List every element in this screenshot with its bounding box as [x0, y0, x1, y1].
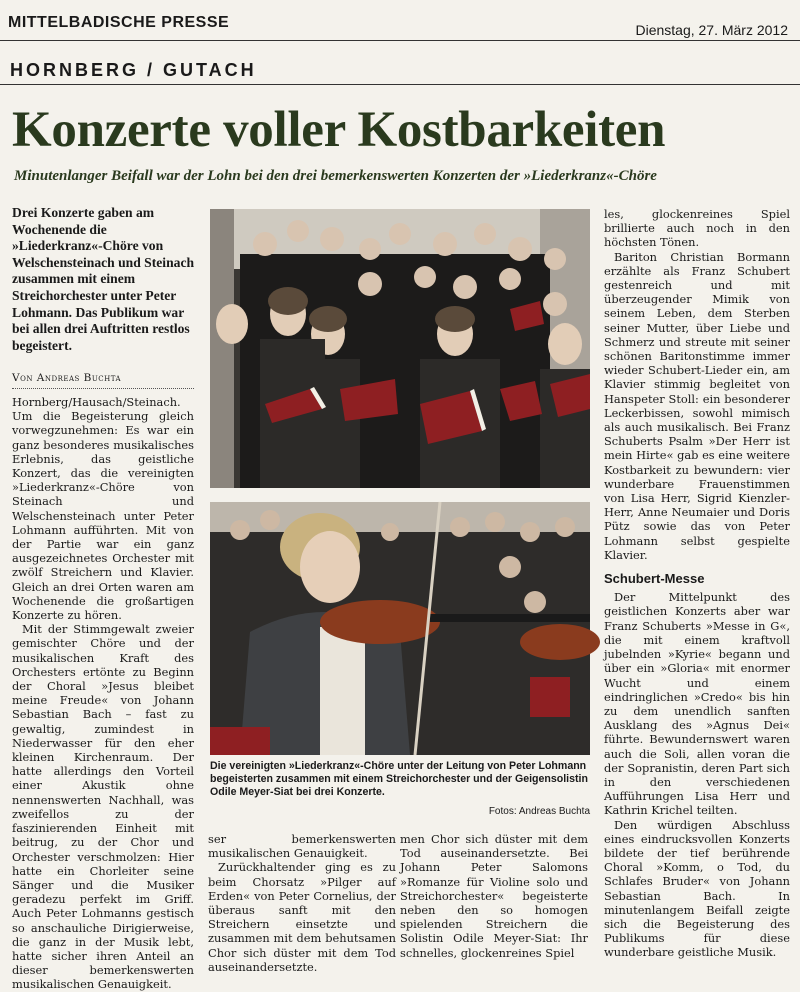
- photo-caption: Die vereinigten »Liederkranz«-Chöre unter der Leitung von Peter Lohmann begeisterten zusammen mit einem Streichorchester und der Geigensolistin Odile Meyer-Siat bei drei Konzerte.: [210, 760, 588, 798]
- section-label: HORNBERG / GUTACH: [10, 60, 257, 80]
- article-column-3: [400, 832, 588, 960]
- paragraph: Bariton Christian Bormann erzählte als Franz Schubert gestenreich und mit überzeugender Mimik von seinem Leben, dem Sterben seiner Mutter, über Liebe und Schmerz und streute mit seiner schönen Baritonstimme immer wieder Schubert-Lieder ein, am Klavier stimmig begleitet von Hanspeter Stoll: ein besonderer Leckerbissen, sowohl mimisch als auch musikalisch. Bei Franz Schuberts Psalm »Der Herr ist mein Hirte« gab es eine weitere Kostbarkeit zu bewundern: vier wunderbare Frauenstimmen von Lisa Herr, Sigrid Kienzler-Herr, Anne Neumaier und Doris Pütz sowie das von Peter Lohmann selbst gespielte Klavier.: [604, 249, 790, 562]
- violinist-photo: [210, 502, 590, 755]
- article-column-2: [208, 832, 396, 974]
- section-rule: [0, 84, 800, 85]
- paragraph: Der Mittelpunkt des geistlichen Konzerts aber war Franz Schuberts »Messe in G«, die mit einem kraftvoll jubelnden »Kyrie« begann und über ein »Gloria« mit enormer Wucht und einem eindringlichen »Credo« bis hin zu dem unendlich sanften Ausklang des »Agnus Dei« führte. Bewundernswert waren auch die Soli, allen voran die der Sopranistin, deren Part sich in den verschiedenen Aufführungen Lisa Herr und Kathrin Krichel teilten.: [604, 590, 790, 818]
- section-subtitle: Schubert-Messe: [604, 571, 705, 587]
- paragraph: Den würdigen Abschluss eines eindrucksvollen Konzerts bildete der tief berührende Choral »Komm, o Tod, du Schlafes Bruder« von Johann Sebastian Bach. In minutenlangem Beifall zeigte sich die Begeisterung des Publikums für diese wunderbare geistliche Musik.: [604, 817, 790, 960]
- paragraph: Hornberg/Hausach/Steinach. Um die Begeisterung gleich vorwegzunehmen: Es war ein ganz besonderes musikalisches Erlebnis, das geistliche Konzert, das die vereinigten »Liederkranz«-Chöre von Steinach und Welschensteinach unter Peter Lohmann aufführten. Mit von der Partie war ein ganz ausgezeichnetes Orchester mit zwölf Streichern und Klavier. Gleich an drei Orten waren am Wochenende die großartigen Konzerte zu hören.: [12, 395, 194, 623]
- headline: Konzerte voller Kostbarkeiten: [12, 102, 666, 158]
- article-column-4: [604, 207, 790, 960]
- teaser: Drei Konzerte gaben am Wochenende die »Liederkranz«-Chöre von Welschensteinach und Steinach zusammen mit einem Streichorchester unter Peter Lohmann. Das Publikum war bei allen drei Auftritten restlos begeistert.: [12, 205, 195, 353]
- byline: Von Andreas Buchta: [12, 372, 194, 389]
- masthead-rule: [0, 40, 800, 41]
- paragraph: les, glockenreines Spiel brillierte auch noch in den höchsten Tönen.: [604, 207, 790, 250]
- paragraph: Zurückhaltender ging es zu beim Chorsatz »Pilger auf Erden« von Peter Cornelius, der überaus sanft mit den Streichern einsetzte und zusammen mit dem behutsamen Chor sich düster mit dem Tod auseinandersetzte.: [208, 860, 396, 974]
- subheadline: Minutenlanger Beifall war der Lohn bei den drei bemerkenswerten Konzerten der »Liederkranz«-Chöre: [14, 168, 657, 184]
- choir-photo: [210, 209, 590, 488]
- paragraph: ser bemerkenswerten musikalischen Genauigkeit.: [208, 832, 396, 861]
- newspaper-name: MITTELBADISCHE PRESSE: [8, 14, 230, 31]
- paragraph: Mit der Stimmgewalt zweier gemischter Chöre und der musikalischen Kraft des Orchesters ertönte zu Beginn der Choral »Jesus bleibet meine Freude« von Johann Sebastian Bach – fast zu gewaltig, zumindest in Niederwasser für den eher kleinen Kirchenraum. Der hatte allerdings den Vorteil einer Akustik ohne nennenswerten Nachhall, was zweifellos zu der faszinierenden Einheit mit beitrug, zu der Chor und Orchester verschmolzen: Hier hatte ein Chorleiter seine Sänger und die Musiker geradezu perfekt im Griff. Auch Peter Lohmanns gestisch so anschauliche Dirigierweise, die ganz in der Musik lebt, hatte sicher ihren Anteil an dieser bemerkenswerten musikalischen Genauigkeit.: [12, 622, 194, 992]
- photo-credit: Fotos: Andreas Buchta: [488, 806, 590, 817]
- paragraph: men Chor sich düster mit dem Tod auseinandersetzte. Bei Johann Peter Salomons »Romanze für Violine solo und Streichorchester« begeisterte neben den so homogen spielenden Streichern die Solistin Odile Meyer-Siat: Ihr schnelles, glockenreines Spiel: [400, 832, 588, 960]
- issue-date: Dienstag, 27. März 2012: [635, 22, 788, 38]
- article-column-1: [12, 395, 194, 992]
